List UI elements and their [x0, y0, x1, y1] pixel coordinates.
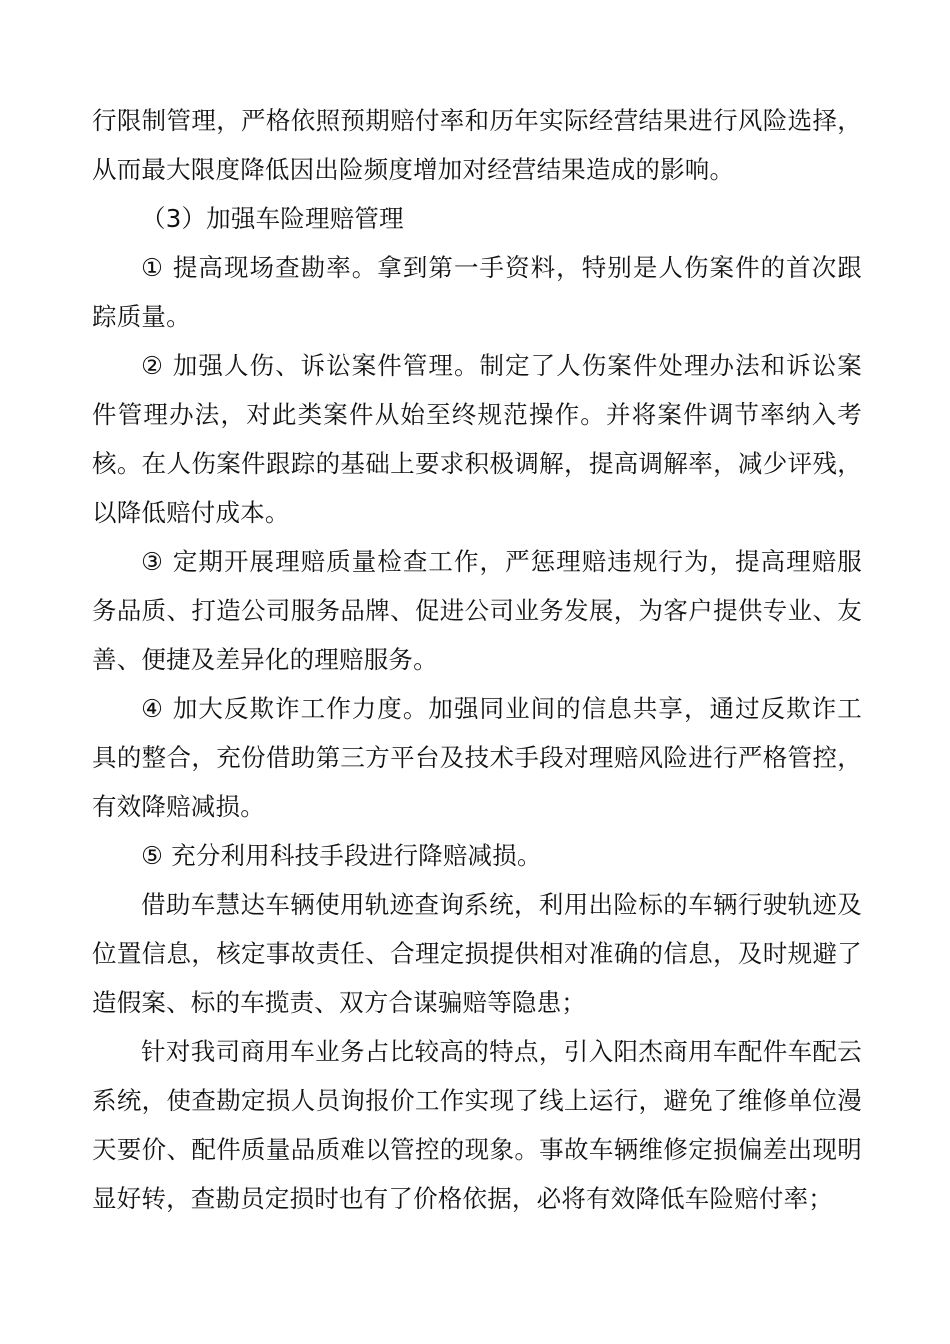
- paragraph-item-5: ⑤ 充分利用科技手段进行降赔减损。: [141, 841, 542, 870]
- section-heading: （3）加强车险理赔管理: [141, 204, 404, 233]
- paragraph-item-1: ① 提高现场查勘率。拿到第一手资料，特别是人伤案件的首次跟踪质量。: [92, 253, 862, 331]
- paragraph-item-2: ② 加强人伤、诉讼案件管理。制定了人伤案件处理办法和诉讼案件管理办法，对此类案件从始至终规范操作。并将案件调节率纳入考核。在人伤案件跟踪的基础上要求积极调解，提高调解率，减少评残，以降低赔付成本。: [92, 351, 862, 527]
- document-body: [92, 96, 862, 1223]
- paragraph-tracking-system: 借助车慧达车辆使用轨迹查询系统，利用出险标的车辆行驶轨迹及位置信息，核定事故责任、合理定损提供相对准确的信息，及时规避了造假案、标的车揽责、双方合谋骗赔等隐患；: [92, 890, 862, 1017]
- paragraph-continuation: 行限制管理，严格依照预期赔付率和历年实际经营结果进行风险选择，从而最大限度降低因出险频度增加对经营结果造成的影响。: [92, 106, 862, 184]
- paragraph-parts-cloud: 针对我司商用车业务占比较高的特点，引入阳杰商用车配件车配云系统，使查勘定损人员询报价工作实现了线上运行，避免了维修单位漫天要价、配件质量品质难以管控的现象。事故车辆维修定损偏差出现明显好转，查勘员定损时也有了价格依据，必将有效降低车险赔付率；: [92, 1037, 862, 1213]
- paragraph-item-4: ④ 加大反欺诈工作力度。加强同业间的信息共享，通过反欺诈工具的整合，充份借助第三方平台及技术手段对理赔风险进行严格管控，有效降赔减损。: [92, 694, 862, 821]
- paragraph-item-3: ③ 定期开展理赔质量检查工作，严惩理赔违规行为，提高理赔服务品质、打造公司服务品牌、促进公司业务发展，为客户提供专业、友善、便捷及差异化的理赔服务。: [92, 547, 862, 674]
